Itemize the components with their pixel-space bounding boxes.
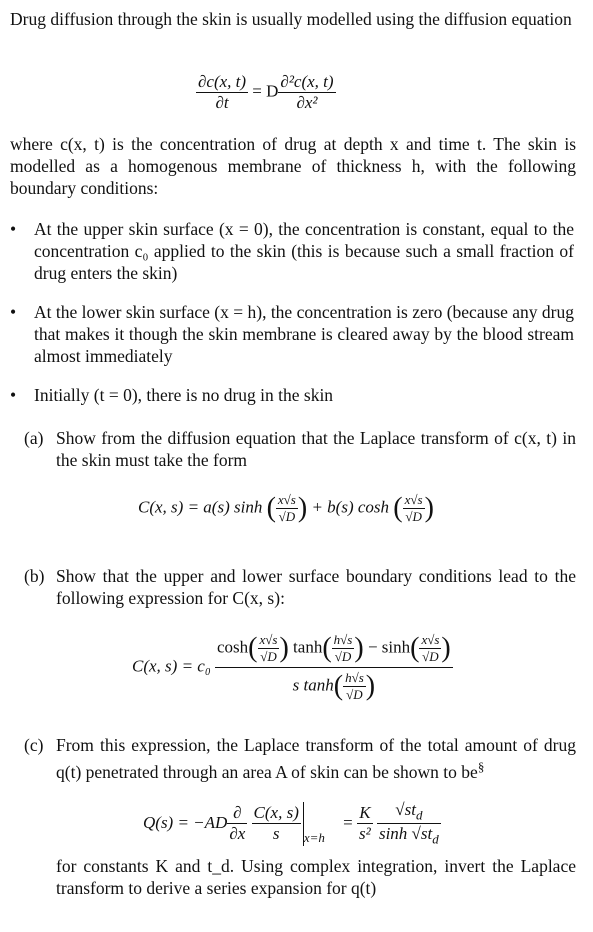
eq-rhs-den: ∂x² [278,92,335,113]
part-a-text: Show from the diffusion equation that the Laplace transform of c(x, t) in the skin must take the form [56,428,576,470]
c-eq-left: Q(s) = −AD [143,812,228,832]
part-b-text: Show that the upper and lower surface boundary conditions lead to the following expression for C(x, s): [56,566,576,608]
a-arg-num-1: x√s [277,492,296,507]
part-a [24,427,576,471]
eq-lhs-num: ∂c(x, t) [198,72,247,91]
boundary-intro-text: where c(x, t) is the concentration of drug at depth x and time t. The skin is modelled as a homogenous membrane of thickness h, with the following boundary conditions: [10,134,576,198]
bullet-dot: • [10,385,17,405]
intro-text: Drug diffusion through the skin is usually modelled using the diffusion equation [10,9,572,29]
part-c [24,734,576,783]
bullet-text: At the upper skin surface (x = 0), the concentration is constant, equal to the concentration c₀ applied to the skin (this is because such a small fraction of drug enters the skin) [34,219,574,283]
part-c-text2: for constants K and t_d. Using complex integration, invert the Laplace transform to derive a series expansion for q(t) [56,856,576,898]
bullet-text: Initially (t = 0), there is no drug in the skin [34,385,334,405]
part-c-followup [24,855,576,899]
bullet-dot: • [10,219,17,239]
part-a-equation: C(x, s) = a(s) sinh ( $\frac{x√s}{√D}$ ) + b(s) cosh ( $\frac{x√s}{√D}$ ) [138,492,434,524]
a-eq-left: C(x, s) = a(s) sinh [138,497,263,517]
footnote-mark: § [477,759,485,774]
a-arg-num-2: x√s [404,492,423,507]
eq-lhs-den: ∂t [196,92,248,113]
bullet-text: At the lower skin surface (x = h), the concentration is zero (because any drug that makes it though the skin membrane is cleared away by the blood stream almost immediately [34,302,575,366]
part-b-label: (b) [24,566,45,586]
diffusion-equation [196,72,336,113]
bullet-upper-surface [10,218,574,284]
a-eq-mid: + b(s) cosh [311,497,390,517]
a-arg-den-2: √D [403,508,425,525]
part-a-label: (a) [24,428,44,448]
part-c-text: From this expression, the Laplace transform of the total amount of drug q(t) penetrated through an area A of skin can be shown to be§ [56,735,576,782]
bullet-initial [10,384,574,406]
bullet-lower-surface [10,301,575,367]
eq-rhs-num: ∂²c(x, t) [280,72,334,91]
part-c-equation: Q(s) = −AD $\frac{\partial}{\partial x}$ $\frac{C(x, s)}{s}$ $_{x=h}$ = $\frac{K}{\text{s²}}$ $\frac{√st_d}{\sinh √st_d}$ [143,800,439,847]
b-eq-left: C(x, s) = c₀ [132,656,211,676]
bullet-dot: • [10,302,17,322]
part-b-equation [132,632,453,703]
a-arg-den-1: √D [276,508,298,525]
part-b [24,565,576,609]
part-c-label: (c) [24,735,44,755]
b-numerator: cosh( $\frac{x√s}{√D}$ ) tanh( $\frac{h√s}{√D}$ ) − sinh( $\frac{x√s}{√D}$ ) [217,632,451,664]
b-denominator: s tanh( $\frac{h√s}{√D}$ ) [215,667,453,703]
eq-mid: = D [252,81,279,101]
